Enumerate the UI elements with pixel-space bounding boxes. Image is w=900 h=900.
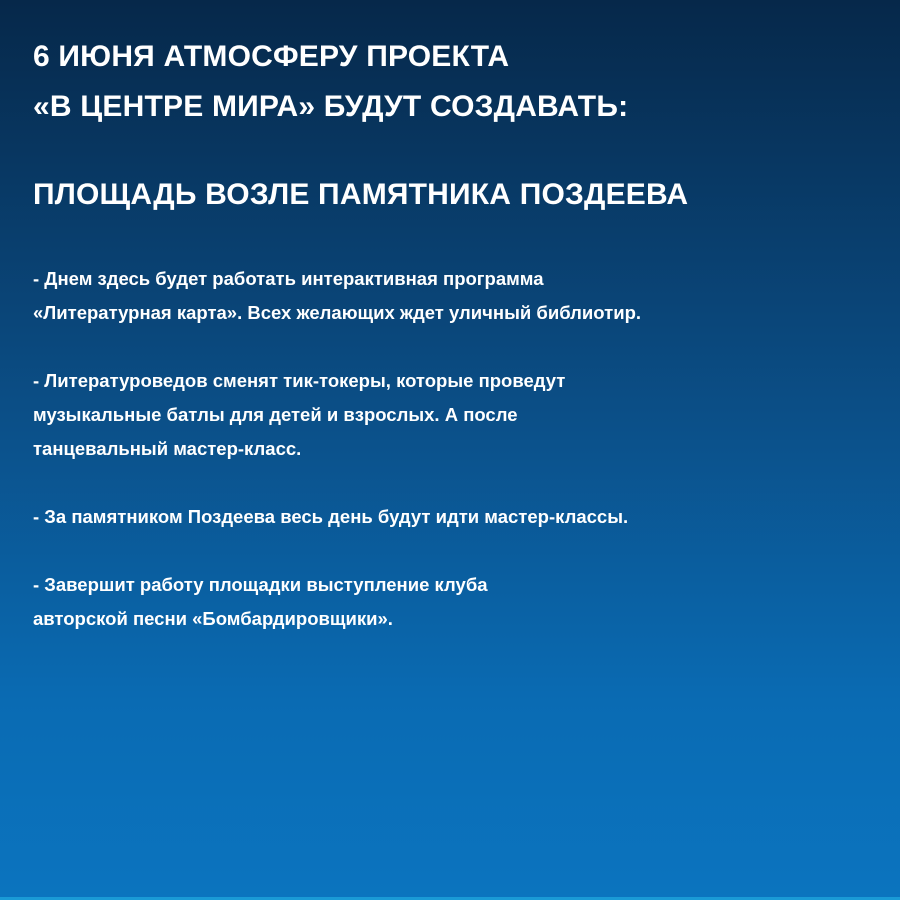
headline-line-1: 6 ИЮНЯ АТМОСФЕРУ ПРОЕКТА xyxy=(33,40,510,73)
list-item-line: - За памятником Поздеева весь день будут идти мастер-классы. xyxy=(33,506,629,527)
list-item-line: «Литературная карта». Всех желающих ждет уличный библиотир. xyxy=(33,302,642,323)
location-title: ПЛОЩАДЬ ВОЗЛЕ ПАМЯТНИКА ПОЗДЕЕВА xyxy=(33,178,689,211)
list-item xyxy=(33,364,873,466)
list-item-line: - Днем здесь будет работать интерактивная программа xyxy=(33,268,544,289)
list-item xyxy=(33,500,873,534)
list-item-line: танцевальный мастер-класс. xyxy=(33,438,302,459)
list-item-line: музыкальные батлы для детей и взрослых. А после xyxy=(33,404,518,425)
program-list xyxy=(33,262,873,670)
headline-line-2: «В ЦЕНТРЕ МИРА» БУДУТ СОЗДАВАТЬ: xyxy=(33,90,629,123)
list-item-line: - Литературоведов сменят тик-токеры, которые проведут xyxy=(33,370,566,391)
list-item xyxy=(33,568,873,636)
list-item-line: - Завершит работу площадки выступление клуба xyxy=(33,574,488,595)
list-item-line: авторской песни «Бомбардировщики». xyxy=(33,608,393,629)
list-item xyxy=(33,262,873,330)
headline xyxy=(33,32,873,132)
